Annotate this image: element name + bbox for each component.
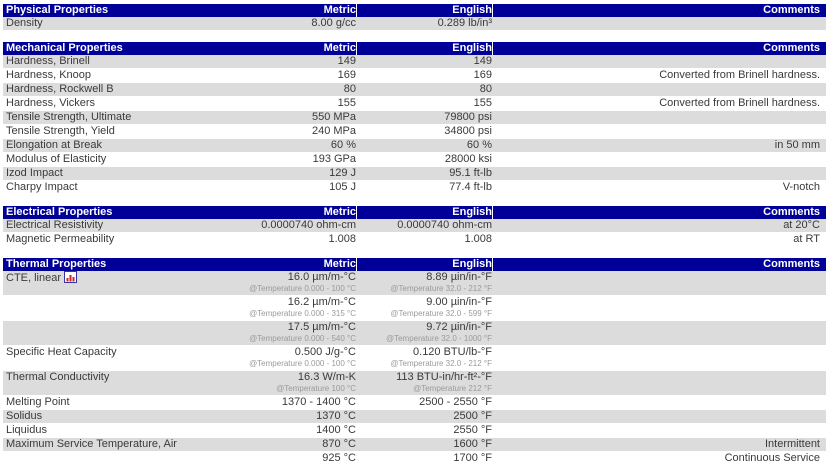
metric-value: 17.5 µm/m-°C [287, 321, 356, 333]
metric-value: 16.3 W/m-K [297, 371, 356, 383]
english-column-header: English [356, 206, 492, 219]
section-title: Thermal Properties [6, 258, 107, 270]
property-row [3, 321, 826, 346]
english-value: 77.4 ft-lb [449, 181, 492, 193]
metric-temperature-note: @Temperature 0.000 - 100 °C [249, 359, 356, 368]
metric-value: 550 MPa [311, 111, 356, 123]
english-value: 2500 °F [453, 410, 492, 422]
english-value: 155 [473, 97, 492, 109]
metric-column-header: Metric [323, 258, 356, 270]
comment-text: Continuous Service [724, 452, 820, 464]
english-value: 0.120 BTU/lb-°F [413, 346, 492, 358]
property-name: CTE, linear [6, 272, 62, 284]
property-row [3, 396, 826, 410]
english-value: 9.00 µin/in-°F [426, 296, 492, 308]
property-row [3, 111, 826, 125]
cte-graph-icon[interactable] [64, 271, 77, 283]
metric-value: 1370 °C [316, 410, 356, 422]
property-row [3, 233, 826, 247]
property-name: Electrical Resistivity [6, 219, 104, 231]
english-temperature-note: @Temperature 32.0 - 599 °F [390, 309, 492, 318]
property-name: Maximum Service Temperature, Air [6, 438, 177, 450]
english-temperature-note: @Temperature 32.0 - 1000 °F [385, 334, 492, 343]
section-title: Mechanical Properties [6, 42, 123, 54]
section-rows [3, 271, 826, 466]
property-name: Melting Point [6, 396, 70, 408]
comments-column-header: Comments [492, 42, 826, 55]
property-name: Tensile Strength, Yield [6, 125, 115, 137]
metric-value: 60 % [330, 139, 356, 151]
property-row [3, 346, 826, 371]
metric-value: 240 MPa [311, 125, 356, 137]
property-name: Thermal Conductivity [6, 371, 110, 383]
metric-value: 870 °C [322, 438, 356, 450]
metric-temperature-note: @Temperature 0.000 - 100 °C [249, 284, 356, 293]
comments-column-header: Comments [492, 4, 826, 17]
english-value: 9.72 µin/in-°F [426, 321, 492, 333]
comment-text: V-notch [782, 181, 820, 193]
property-name: Magnetic Permeability [6, 233, 115, 245]
section-title: Physical Properties [6, 4, 109, 16]
property-row [3, 97, 826, 111]
comment-text: in 50 mm [774, 139, 820, 151]
property-row [3, 271, 826, 296]
comment-text: Converted from Brinell hardness. [659, 97, 820, 109]
property-name: Liquidus [6, 424, 47, 436]
comments-column-header: Comments [492, 258, 826, 271]
metric-column-header: Metric [323, 206, 356, 218]
comment-text: at RT [793, 233, 820, 245]
property-name: Density [6, 17, 43, 29]
property-name: Modulus of Elasticity [6, 153, 107, 165]
english-value: 2550 °F [453, 424, 492, 436]
english-value: 0.0000740 ohm-cm [397, 219, 492, 231]
property-row [3, 55, 826, 69]
property-name: Elongation at Break [6, 139, 103, 151]
metric-value: 105 J [329, 181, 356, 193]
comments-column-header: Comments [492, 206, 826, 219]
english-column-header: English [356, 42, 492, 55]
english-value: 8.89 µin/in-°F [426, 271, 492, 283]
property-section [3, 258, 826, 466]
section-header-row [3, 4, 826, 17]
property-row [3, 219, 826, 233]
property-name: Charpy Impact [6, 181, 78, 193]
metric-temperature-note: @Temperature 0.000 - 315 °C [249, 309, 356, 318]
comment-text: Intermittent [764, 438, 820, 450]
property-row [3, 167, 826, 181]
metric-value: 80 [343, 83, 356, 95]
section-rows [3, 219, 826, 247]
metric-value: 1370 - 1400 °C [281, 396, 356, 408]
property-name: Izod Impact [6, 167, 63, 179]
metric-value: 1.008 [328, 233, 356, 245]
property-name: Hardness, Knoop [6, 69, 91, 81]
property-row [3, 424, 826, 438]
metric-temperature-note: @Temperature 0.000 - 540 °C [249, 334, 356, 343]
metric-value: 8.00 g/cc [311, 17, 356, 29]
section-rows [3, 55, 826, 195]
section-header-row [3, 206, 826, 219]
english-temperature-note: @Temperature 32.0 - 212 °F [390, 284, 492, 293]
property-row [3, 296, 826, 321]
metric-value: 129 J [329, 167, 356, 179]
section-header-row [3, 258, 826, 271]
property-row [3, 125, 826, 139]
english-temperature-note: @Temperature 212 °F [413, 384, 492, 393]
metric-value: 0.0000740 ohm-cm [261, 219, 356, 231]
metric-value: 16.2 µm/m-°C [287, 296, 356, 308]
property-row [3, 153, 826, 167]
metric-value: 925 °C [322, 452, 356, 464]
property-row [3, 69, 826, 83]
english-value: 1600 °F [453, 438, 492, 450]
property-section [3, 206, 826, 247]
english-value: 149 [473, 55, 492, 67]
metric-column-header: Metric [323, 42, 356, 54]
english-value: 0.289 lb/in³ [437, 17, 492, 29]
property-row [3, 83, 826, 97]
property-name: Hardness, Brinell [6, 55, 90, 67]
english-value: 1700 °F [453, 452, 492, 464]
property-name: Solidus [6, 410, 43, 422]
english-value: 34800 psi [444, 125, 492, 137]
english-value: 169 [473, 69, 492, 81]
property-row [3, 452, 826, 466]
english-value: 113 BTU-in/hr-ft²-°F [396, 371, 492, 383]
metric-value: 155 [337, 97, 356, 109]
metric-value: 0.500 J/g-°C [294, 346, 356, 358]
metric-column-header: Metric [323, 4, 356, 16]
english-value: 79800 psi [444, 111, 492, 123]
english-value: 80 [479, 83, 492, 95]
metric-value: 193 GPa [312, 153, 356, 165]
comment-text: at 20°C [783, 219, 820, 231]
metric-value: 1400 °C [316, 424, 356, 436]
metric-value: 149 [337, 55, 356, 67]
property-name: Hardness, Vickers [6, 97, 96, 109]
section-title: Electrical Properties [6, 206, 113, 218]
property-name: Specific Heat Capacity [6, 346, 117, 358]
property-section [3, 42, 826, 195]
section-rows [3, 17, 826, 31]
metric-value: 169 [337, 69, 356, 81]
comment-text: Converted from Brinell hardness. [659, 69, 820, 81]
property-row [3, 17, 826, 31]
property-row [3, 181, 826, 195]
section-header-row [3, 42, 826, 55]
english-value: 28000 ksi [444, 153, 492, 165]
property-name: Hardness, Rockwell B [6, 83, 114, 95]
english-value: 60 % [466, 139, 492, 151]
property-row [3, 410, 826, 424]
english-column-header: English [356, 4, 492, 17]
property-row [3, 438, 826, 452]
english-temperature-note: @Temperature 32.0 - 212 °F [390, 359, 492, 368]
property-row [3, 139, 826, 153]
property-name: Tensile Strength, Ultimate [6, 111, 132, 123]
property-row [3, 371, 826, 396]
english-value: 1.008 [464, 233, 492, 245]
english-value: 2500 - 2550 °F [419, 396, 492, 408]
english-column-header: English [356, 258, 492, 271]
metric-value: 16.0 µm/m-°C [287, 271, 356, 283]
metric-temperature-note: @Temperature 100 °C [276, 384, 356, 393]
property-section [3, 4, 826, 31]
english-value: 95.1 ft-lb [449, 167, 492, 179]
